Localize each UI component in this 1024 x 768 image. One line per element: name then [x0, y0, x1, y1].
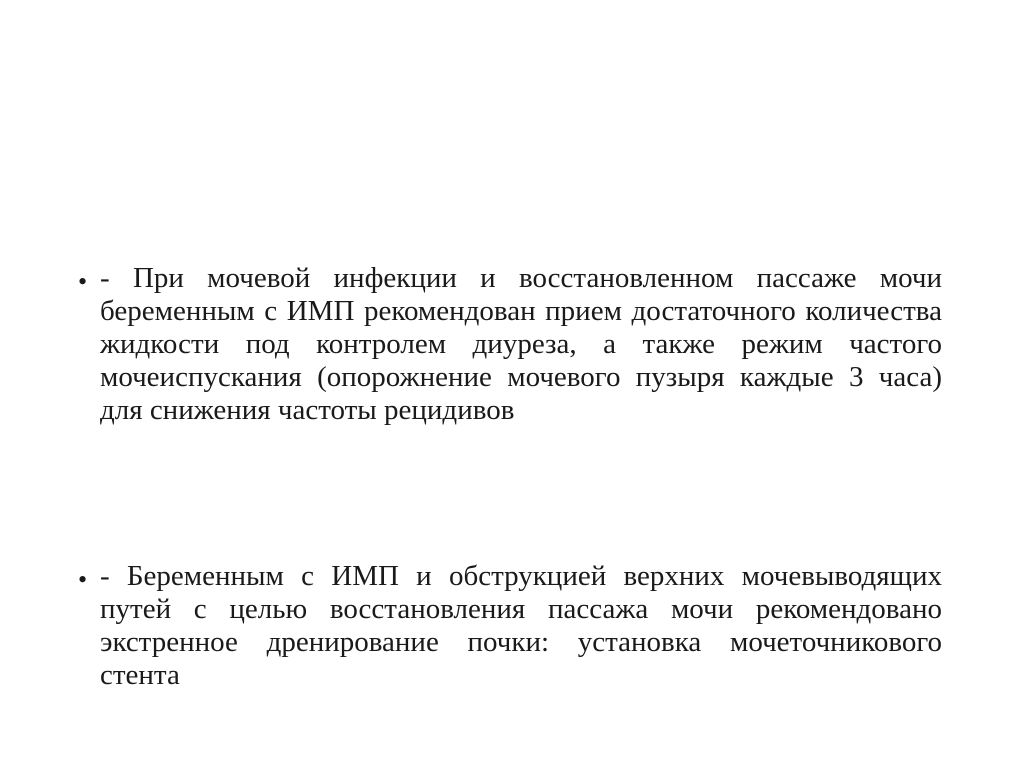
bullet-text: - При мочевой инфекции и восстановленном пассаже мочи беременным с ИМП рекомендован прием достаточного количества жидкости под контролем диуреза, а также режим частого мочеиспускания (опорожнение мочевого пузыря каждые 3 часа) для снижения частоты рецидивов	[100, 262, 942, 426]
bullet-text: - Беременным с ИМП и обструкцией верхних мочевыводящих путей с целью восстановления пассажа мочи рекомендовано экстренное дренирование почки: установка мочеточникового стента	[100, 560, 942, 691]
bullet-icon: •	[78, 565, 88, 594]
bullet-icon: •	[78, 267, 88, 296]
bullet-item-hydration	[78, 262, 942, 427]
bullet-item-drainage	[78, 560, 942, 692]
